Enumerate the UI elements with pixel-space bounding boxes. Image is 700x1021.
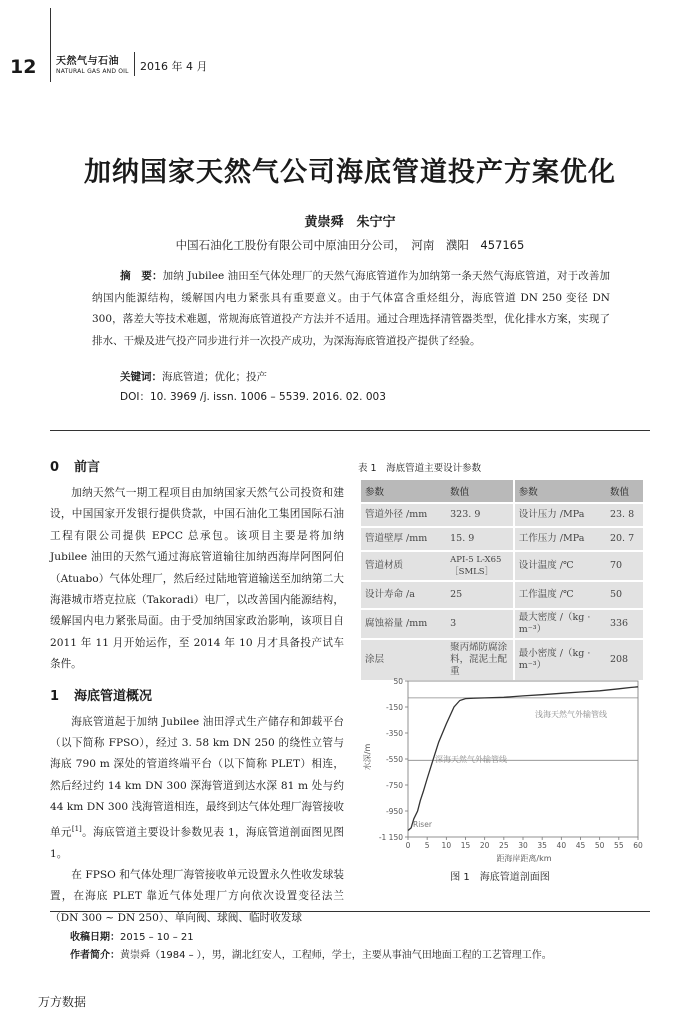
citation: [1] [71, 824, 82, 833]
section-heading [50, 685, 344, 704]
table-cell: 70 [606, 551, 643, 581]
paragraph [50, 712, 344, 865]
table-cell: 管道材质 [361, 551, 446, 581]
deep-line-label: 深海天然气外输管线 [435, 755, 507, 764]
x-tick-label: 30 [518, 841, 528, 850]
paragraph-text: 海底管道起于加纳 Jubilee 油田浮式生产储存和卸载平台（以下简称 FPSO），经过 3. 58 km DN 250 的绕性立管与海底 790 m 深处的管道终端平台（以下简称 PLET）相连，然后经过约 14 km DN 300 深海管道到达水深 81 m 处与约 44 km DN 300 浅海管道相连，最终到达气体处理厂海管接收单元 [50, 715, 344, 839]
profile-chart [350, 675, 650, 865]
table-cell: 涂层 [361, 639, 446, 680]
riser-label: Riser [413, 820, 432, 829]
x-tick-label: 5 [424, 841, 430, 850]
watermark: 万方数据 [38, 995, 87, 1009]
journal-name-cn: 天然气与石油 [56, 56, 119, 67]
section-title: 海底管道概况 [74, 688, 153, 704]
x-tick-label: 40 [556, 841, 567, 850]
table-row [361, 581, 643, 609]
x-tick-label: 50 [594, 841, 605, 850]
table-cell: 工作压力 /MPa [514, 527, 606, 551]
received-text: 2015 – 10 – 21 [120, 932, 194, 943]
table-row [361, 639, 643, 680]
y-tick-label: -1 150 [378, 833, 403, 842]
issue-date: 2016 年 4 月 [140, 60, 208, 73]
x-tick-label: 60 [633, 841, 643, 850]
table-cell: 50 [606, 581, 643, 609]
bottom-rule [50, 911, 650, 912]
abstract-text: 加纳 Jubilee 油田至气体处理厂的天然气海底管道作为加纳第一条天然气海底管道，对于改善加纳国内能源结构，缓解国内电力紧张具有重要意义。由于气体富含重烃组分，海底管道 DN 250 变径 DN 300，落差大等技术难题，常规海底管道投产方法并不适用。通过合理选择清管器类型，优化排水方案，实现了排水、干燥及进气投产同步进行并一次投产成功，为深海海底管道投产提供了经验。 [92, 270, 610, 347]
table-cell: 腐蚀裕量 /mm [361, 609, 446, 639]
article-authors: 黄崇舜 朱宁宁 [304, 215, 396, 230]
table-cell: 23. 8 [606, 503, 643, 527]
table-cell: API-5 L-X65［SMLS］ [446, 551, 514, 581]
keywords-label: 关键词： [120, 371, 162, 383]
table-cell: 20. 7 [606, 527, 643, 551]
article-title: 加纳国家天然气公司海底管道投产方案优化 [84, 157, 616, 188]
author-bio [70, 946, 552, 961]
y-tick-label: -550 [385, 755, 403, 764]
keywords [120, 369, 267, 384]
article-affiliation: 中国石油化工股份有限公司中原油田分公司， 河南 濮阳 457165 [175, 238, 525, 252]
y-tick-label: 50 [393, 677, 403, 686]
page-number: 12 [10, 56, 37, 78]
keywords-text: 海底管道；优化；投产 [162, 371, 267, 383]
y-tick-label: -750 [385, 781, 403, 790]
y-tick-label: -950 [385, 807, 403, 816]
table-cell: 工作温度 /℃ [514, 581, 606, 609]
table-header-cell: 参数 [361, 480, 446, 503]
y-axis-label: 水深/m [363, 743, 372, 771]
abstract-label: 摘 要： [120, 270, 163, 282]
x-tick-label: 0 [405, 841, 411, 850]
table-cell: 设计压力 /MPa [514, 503, 606, 527]
design-parameters-table [361, 480, 643, 680]
x-tick-label: 15 [460, 841, 471, 850]
bio-text: 黄崇舜（1984 – ），男，湖北红安人，工程师，学士，主要从事油气田地面工程的工艺管理工作。 [120, 950, 552, 961]
table-cell: 聚丙烯防腐涂料，混泥土配重 [446, 639, 514, 680]
shallow-line-label: 浅海天然气外输管线 [535, 710, 607, 719]
header-divider [50, 8, 51, 82]
y-tick-label: -350 [385, 729, 403, 738]
received-label: 收稿日期： [70, 932, 120, 943]
received-date [70, 928, 194, 943]
x-tick-label: 10 [441, 841, 452, 850]
table-cell: 208 [606, 639, 643, 680]
x-tick-label: 20 [479, 841, 490, 850]
table-row [361, 609, 643, 639]
x-tick-label: 45 [575, 841, 586, 850]
table-header-cell: 数值 [446, 480, 514, 503]
paragraph: 加纳天然气一期工程项目由加纳国家天然气公司投资和建设，中国国家开发银行提供贷款，中国石油化工集团国际石油工程有限公司提供 EPCC 总承包。该项目主要是将加纳 Jubilee 油田的天然气通过海底管道输往加纳西海岸阿图阿伯（Atuabo）气体处理厂，然后经过陆地管道输送至加纳第二大海港城市塔克拉底（Takoradi）电厂，以改善国内能源结构，缓解国内电力紧张局面。由于受加纳国家政治影响，该项目自 2011 年 11 月开始运作，至 2014 年 10 月才具备投产试车条件。 [50, 487, 344, 671]
bio-label: 作者简介： [70, 950, 120, 961]
table-cell: 最大密度 /（kg · m⁻³） [514, 609, 606, 639]
abstract [92, 266, 610, 352]
table-cell: 最小密度 /（kg · m⁻³） [514, 639, 606, 680]
table-header-cell: 参数 [514, 480, 606, 503]
table-cell: 设计寿命 /a [361, 581, 446, 609]
x-tick-label: 55 [614, 841, 624, 850]
table-row [361, 527, 643, 551]
journal-name-en: NATURAL GAS AND OIL [56, 68, 129, 75]
doi: DOI：10. 3969 /j. issn. 1006 – 5539. 2016. 02. 003 [120, 391, 386, 403]
table-cell: 336 [606, 609, 643, 639]
table-cell: 15. 9 [446, 527, 514, 551]
table-cell: 管道外径 /mm [361, 503, 446, 527]
paragraph: 在 FPSO 和气体处理厂海管接收单元设置永久性收发球装置，在海底 PLET 靠近气体处理厂方向依次设置变径法兰（DN 300 ~ DN 250）、单向阀、球阀、临时收发球 [50, 869, 344, 924]
table-cell: 25 [446, 581, 514, 609]
section-title: 前言 [74, 460, 101, 475]
section-number: 1 [50, 688, 60, 704]
paragraph-tail: 。海底管道主要设计参数见表 1，海底管道剖面图见图 1。 [50, 826, 345, 860]
y-tick-label: -150 [385, 703, 403, 712]
table-cell: 管道壁厚 /mm [361, 527, 446, 551]
table-header-cell: 数值 [606, 480, 643, 503]
top-rule [50, 430, 650, 431]
table-header-row [361, 480, 643, 503]
x-tick-label: 35 [537, 841, 547, 850]
table-caption: 表 1 海底管道主要设计参数 [358, 463, 482, 474]
table-cell: 设计温度 /℃ [514, 551, 606, 581]
x-axis-label: 距海岸距离/km [496, 854, 552, 863]
section-number: 0 [50, 460, 60, 475]
header-divider-2 [134, 52, 135, 76]
left-column [50, 456, 344, 929]
table-row [361, 551, 643, 581]
section-heading [50, 456, 344, 475]
x-tick-label: 25 [499, 841, 509, 850]
table-row [361, 503, 643, 527]
figure-caption: 图 1 海底管道剖面图 [450, 872, 550, 883]
table-cell: 323. 9 [446, 503, 514, 527]
table-cell: 3 [446, 609, 514, 639]
